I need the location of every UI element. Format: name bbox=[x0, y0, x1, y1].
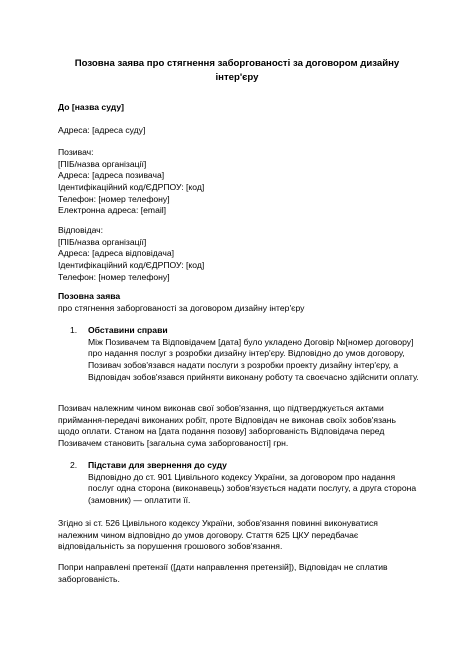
section-1 bbox=[58, 325, 418, 383]
plaintiff-name: [ПІБ/назва організації] bbox=[58, 158, 147, 169]
defendant-label: Відповідач: bbox=[58, 225, 104, 235]
plaintiff-block bbox=[58, 147, 418, 217]
section-1-heading: Обставини справи bbox=[88, 325, 168, 335]
defendant-name: [ПІБ/назва організації] bbox=[58, 236, 147, 247]
section-1-number: 1. bbox=[70, 325, 78, 335]
claim-heading-block bbox=[58, 291, 418, 314]
plaintiff-email: Електронна адреса: [email] bbox=[58, 205, 167, 216]
paragraph-3-text: Попри направлені претензії ([дати направлення претензій]), Відповідач не сплатив заборгованість. bbox=[58, 562, 388, 584]
plaintiff-phone: Телефон: [номер телефону] bbox=[58, 193, 170, 204]
section-2-number: 2. bbox=[70, 460, 78, 470]
court-address-block bbox=[58, 125, 418, 137]
paragraph-2 bbox=[58, 518, 414, 553]
defendant-phone: Телефон: [номер телефону] bbox=[58, 271, 170, 282]
claim-heading: Позовна заява bbox=[58, 291, 121, 301]
paragraph-1-text: Позивач належним чином виконав свої зобов'язання, що підтверджується актами приймання-передачі виконаних робіт, проте Відповідач не виконав своїх зобов'язань щодо оплати. Станом на [дата подання позову] заборгованість Відповідача перед Позивачем становить [загальна сума заборгованості] грн. bbox=[58, 403, 397, 449]
paragraph-3 bbox=[58, 562, 414, 585]
claim-subheading: про стягнення заборгованості за договором дизайну інтер'єру bbox=[58, 302, 305, 313]
paragraph-1 bbox=[58, 403, 414, 450]
paragraph-2-text: Згідно зі ст. 526 Цивільного кодексу України, зобов'язання повинні виконуватися належним чином відповідно до умов договору. Стаття 625 ЦКУ передбачає відповідальність за порушення грошового зобов'язання. bbox=[58, 518, 378, 552]
defendant-id-code: Ідентифікаційний код/ЄДРПОУ: [код] bbox=[58, 260, 205, 271]
document-title: Позовна заява про стягнення заборгованості за договором дизайну інтер'єру bbox=[74, 58, 400, 83]
court-block bbox=[58, 102, 418, 114]
defendant-block bbox=[58, 225, 418, 283]
plaintiff-label: Позивач: bbox=[58, 147, 94, 157]
court-name: До [назва суду] bbox=[58, 102, 124, 112]
plaintiff-id-code: Ідентифікаційний код/ЄДРПОУ: [код] bbox=[58, 182, 205, 193]
court-address: Адреса: [адреса суду] bbox=[58, 125, 146, 135]
section-2-heading: Підстави для звернення до суду bbox=[88, 460, 227, 470]
defendant-address: Адреса: [адреса відповідача] bbox=[58, 248, 175, 259]
section-2-text: Відповідно до ст. 901 Цивільного кодексу України, за договором про надання послуг одна сторона (виконавець) зобов'язується надати послугу, а друга сторона (замовник) — оплатити її. bbox=[88, 471, 417, 506]
plaintiff-address: Адреса: [адреса позивача] bbox=[58, 170, 165, 181]
section-2 bbox=[58, 460, 418, 507]
section-1-text: Між Позивачем та Відповідачем [дата] було укладено Договір №[номер договору] про надання послуг з розробки дизайну інтер'єру. Відповідно до умов договору, Позивач зобов'язався надати послуги з розробки проекту дизайну інтер'єру, а Відповідач зобов'язався прийняти виконану роботу та своєчасно здійснити оплату. bbox=[88, 336, 419, 382]
